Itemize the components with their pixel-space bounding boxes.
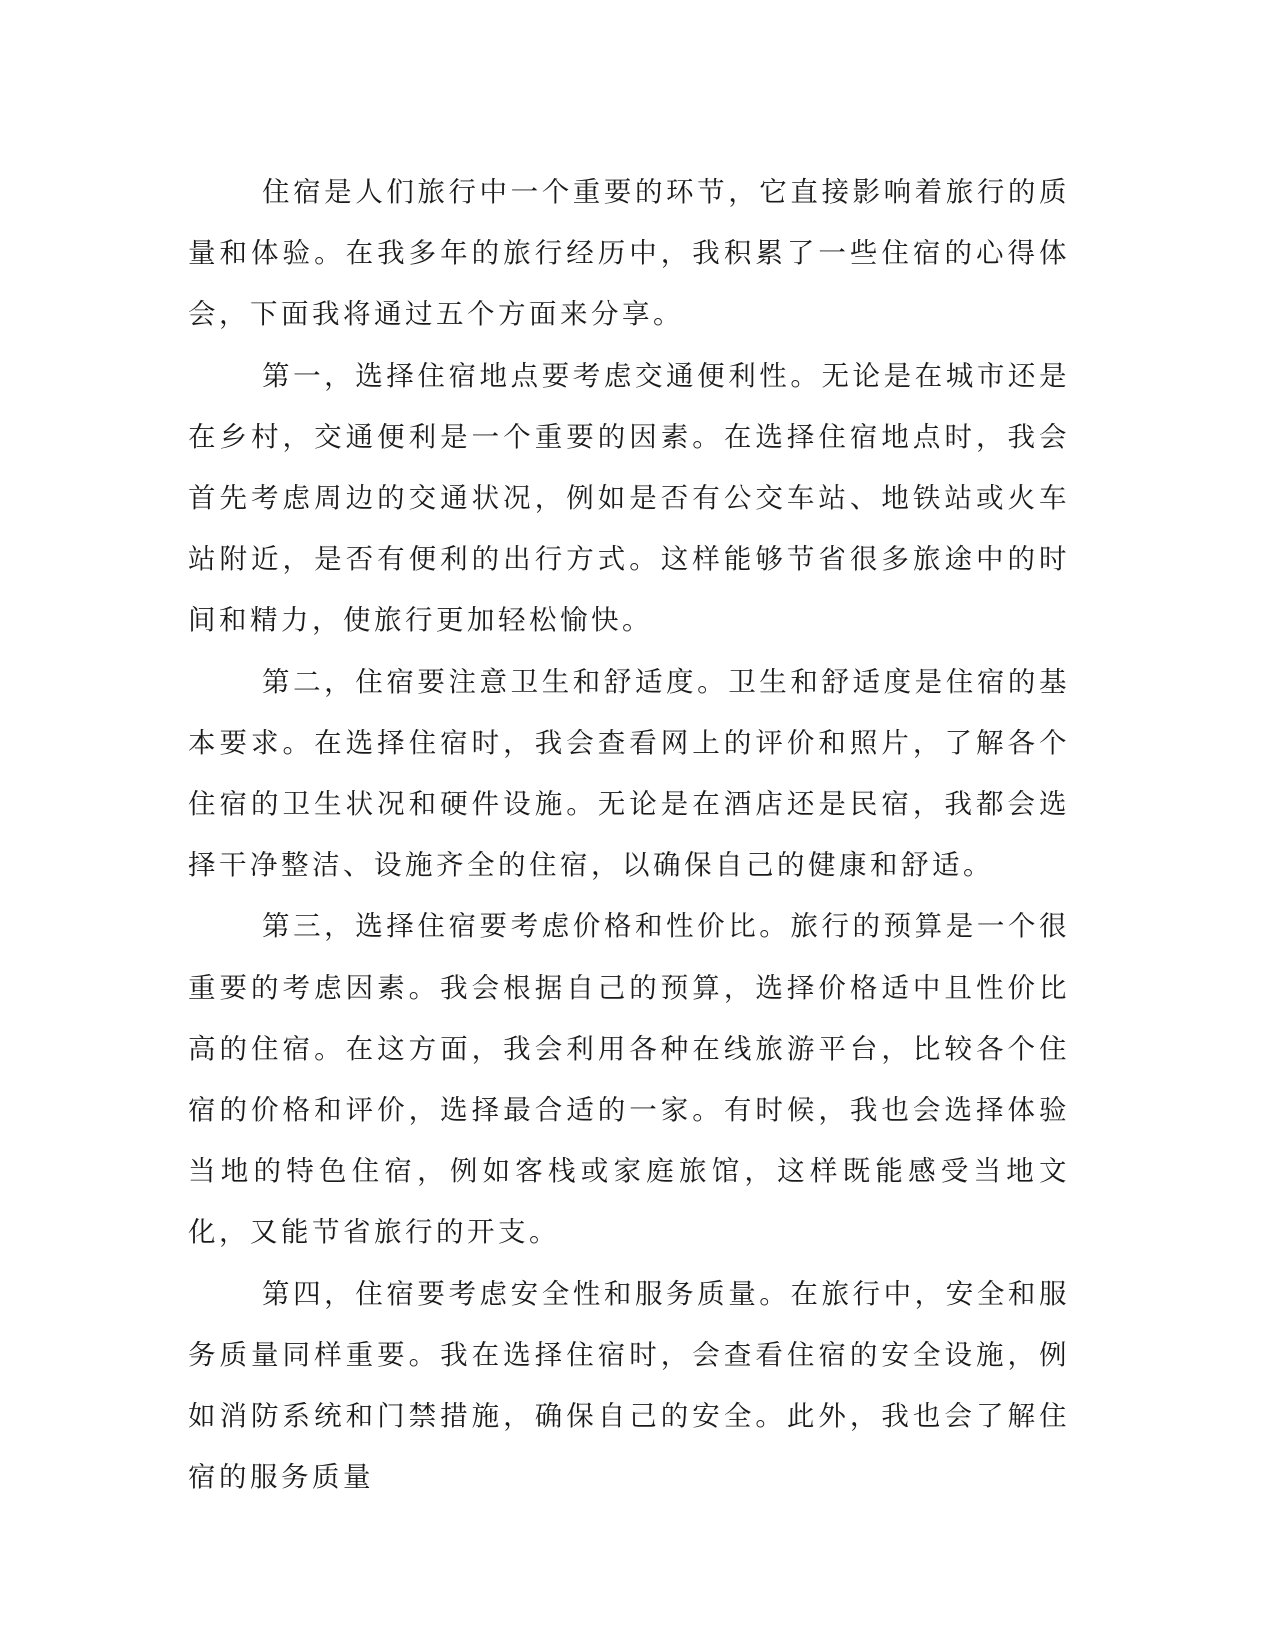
paragraph-second-point: 第二，住宿要注意卫生和舒适度。卫生和舒适度是住宿的基本要求。在选择住宿时，我会查看网上的评价和照片，了解各个住宿的卫生状况和硬件设施。无论是在酒店还是民宿，我都会选择干净整洁、设施齐全的住宿，以确保自己的健康和舒适。 bbox=[188, 665, 1070, 882]
paragraph-third-point: 第三，选择住宿要考虑价格和性价比。旅行的预算是一个很重要的考虑因素。我会根据自己的预算，选择价格适中且性价比高的住宿。在这方面，我会利用各种在线旅游平台，比较各个住宿的价格和评价，选择最合适的一家。有时候，我也会选择体验当地的特色住宿，例如客栈或家庭旅馆，这样既能感受当地文化，又能节省旅行的开支。 bbox=[188, 910, 1070, 1249]
paragraph-fourth-point: 第四，住宿要考虑安全性和服务质量。在旅行中，安全和服务质量同样重要。我在选择住宿时，会查看住宿的安全设施，例如消防系统和门禁措施，确保自己的安全。此外，我也会了解住宿的服务质量 bbox=[188, 1277, 1070, 1494]
document-body bbox=[188, 162, 1070, 1508]
paragraph-intro: 住宿是人们旅行中一个重要的环节，它直接影响着旅行的质量和体验。在我多年的旅行经历中，我积累了一些住宿的心得体会，下面我将通过五个方面来分享。 bbox=[188, 176, 1070, 331]
paragraph-first-point: 第一，选择住宿地点要考虑交通便利性。无论是在城市还是在乡村，交通便利是一个重要的因素。在选择住宿地点时，我会首先考虑周边的交通状况，例如是否有公交车站、地铁站或火车站附近，是否有便利的出行方式。这样能够节省很多旅途中的时间和精力，使旅行更加轻松愉快。 bbox=[188, 359, 1070, 637]
